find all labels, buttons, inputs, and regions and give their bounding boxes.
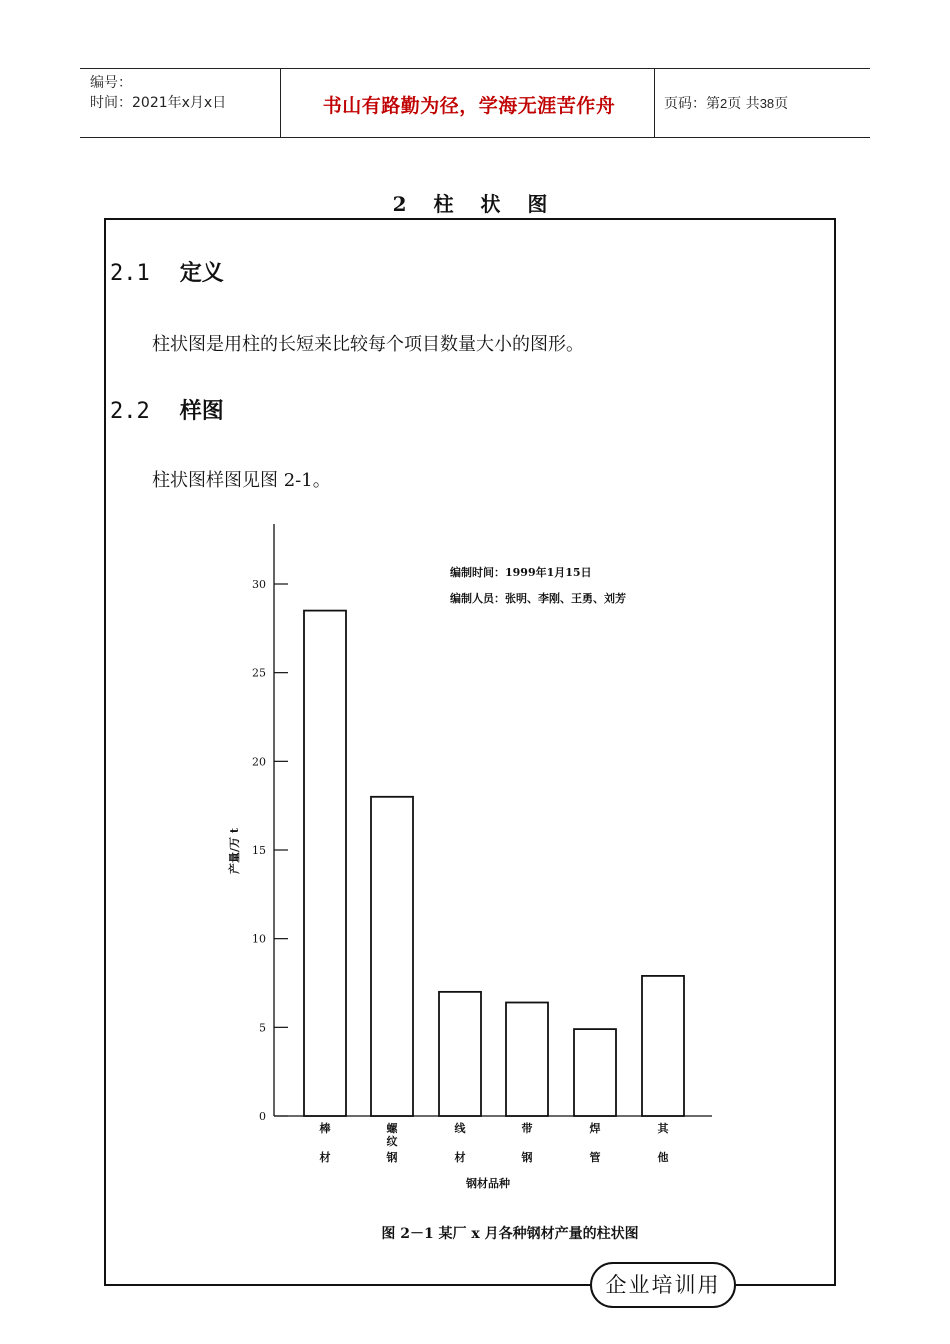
y-tick-label: 5	[259, 1021, 266, 1035]
page-middle: 页 共	[727, 96, 760, 112]
x-tick-label: 螺	[386, 1122, 398, 1135]
x-tick-label: 材	[454, 1151, 466, 1164]
x-tick-label: 焊	[589, 1122, 601, 1135]
section-number: 2.2	[110, 399, 150, 424]
chapter-title: 2 柱 状 图	[392, 192, 558, 216]
section-title: 定义	[179, 261, 224, 286]
x-tick-label: 钢	[521, 1151, 533, 1164]
motto: 书山有路勤为径，学海无涯苦作舟	[322, 95, 616, 117]
x-tick-label: 材	[319, 1151, 331, 1164]
x-tick-label: 管	[589, 1151, 601, 1164]
figure-caption: 图 2－1 某厂 x 月各种钢材产量的柱状图	[381, 1226, 639, 1242]
x-tick-label: 其	[657, 1122, 669, 1135]
chart-annotation: 编制人员：张明、李刚、王勇、刘芳	[450, 592, 626, 605]
page-current: 2	[720, 96, 728, 111]
bar	[642, 976, 684, 1116]
x-tick-label: 带	[521, 1122, 533, 1135]
y-tick-label: 10	[252, 932, 266, 946]
x-tick-label: 线	[454, 1122, 466, 1135]
y-tick-label: 30	[252, 578, 266, 591]
serial-label: 编号：	[90, 75, 132, 91]
x-tick-label: 纹	[386, 1135, 398, 1148]
section-paragraph: 柱状图是用柱的长短来比较每个项目数量大小的图形。	[152, 334, 584, 355]
bar	[304, 611, 346, 1116]
training-stamp: 企业培训用	[590, 1262, 736, 1308]
y-tick-label: 15	[252, 844, 266, 857]
x-tick-label: 钢	[386, 1151, 398, 1164]
x-tick-label: 棒	[319, 1122, 331, 1135]
date-label: 时间：2021年x月x日	[90, 95, 227, 111]
bar	[439, 992, 481, 1116]
page-label: 页码：第	[664, 96, 720, 112]
page-suffix: 页	[774, 96, 789, 112]
section-title: 样图	[179, 399, 224, 424]
section-number: 2.1	[110, 261, 150, 286]
x-tick-label: 他	[657, 1151, 669, 1164]
y-axis-label: 产量/万 t	[228, 828, 241, 874]
section-paragraph: 柱状图样图见图 2-1。	[152, 470, 331, 491]
bar	[506, 1003, 548, 1116]
bar	[371, 797, 413, 1116]
y-tick-label: 25	[252, 666, 266, 680]
y-tick-label: 0	[259, 1110, 266, 1123]
chart-annotation: 编制时间：1999年1月15日	[450, 566, 592, 579]
bar	[574, 1029, 616, 1116]
x-axis-label: 钢材品种	[466, 1177, 510, 1190]
y-tick-label: 20	[252, 755, 266, 769]
page-total: 38	[759, 96, 775, 111]
